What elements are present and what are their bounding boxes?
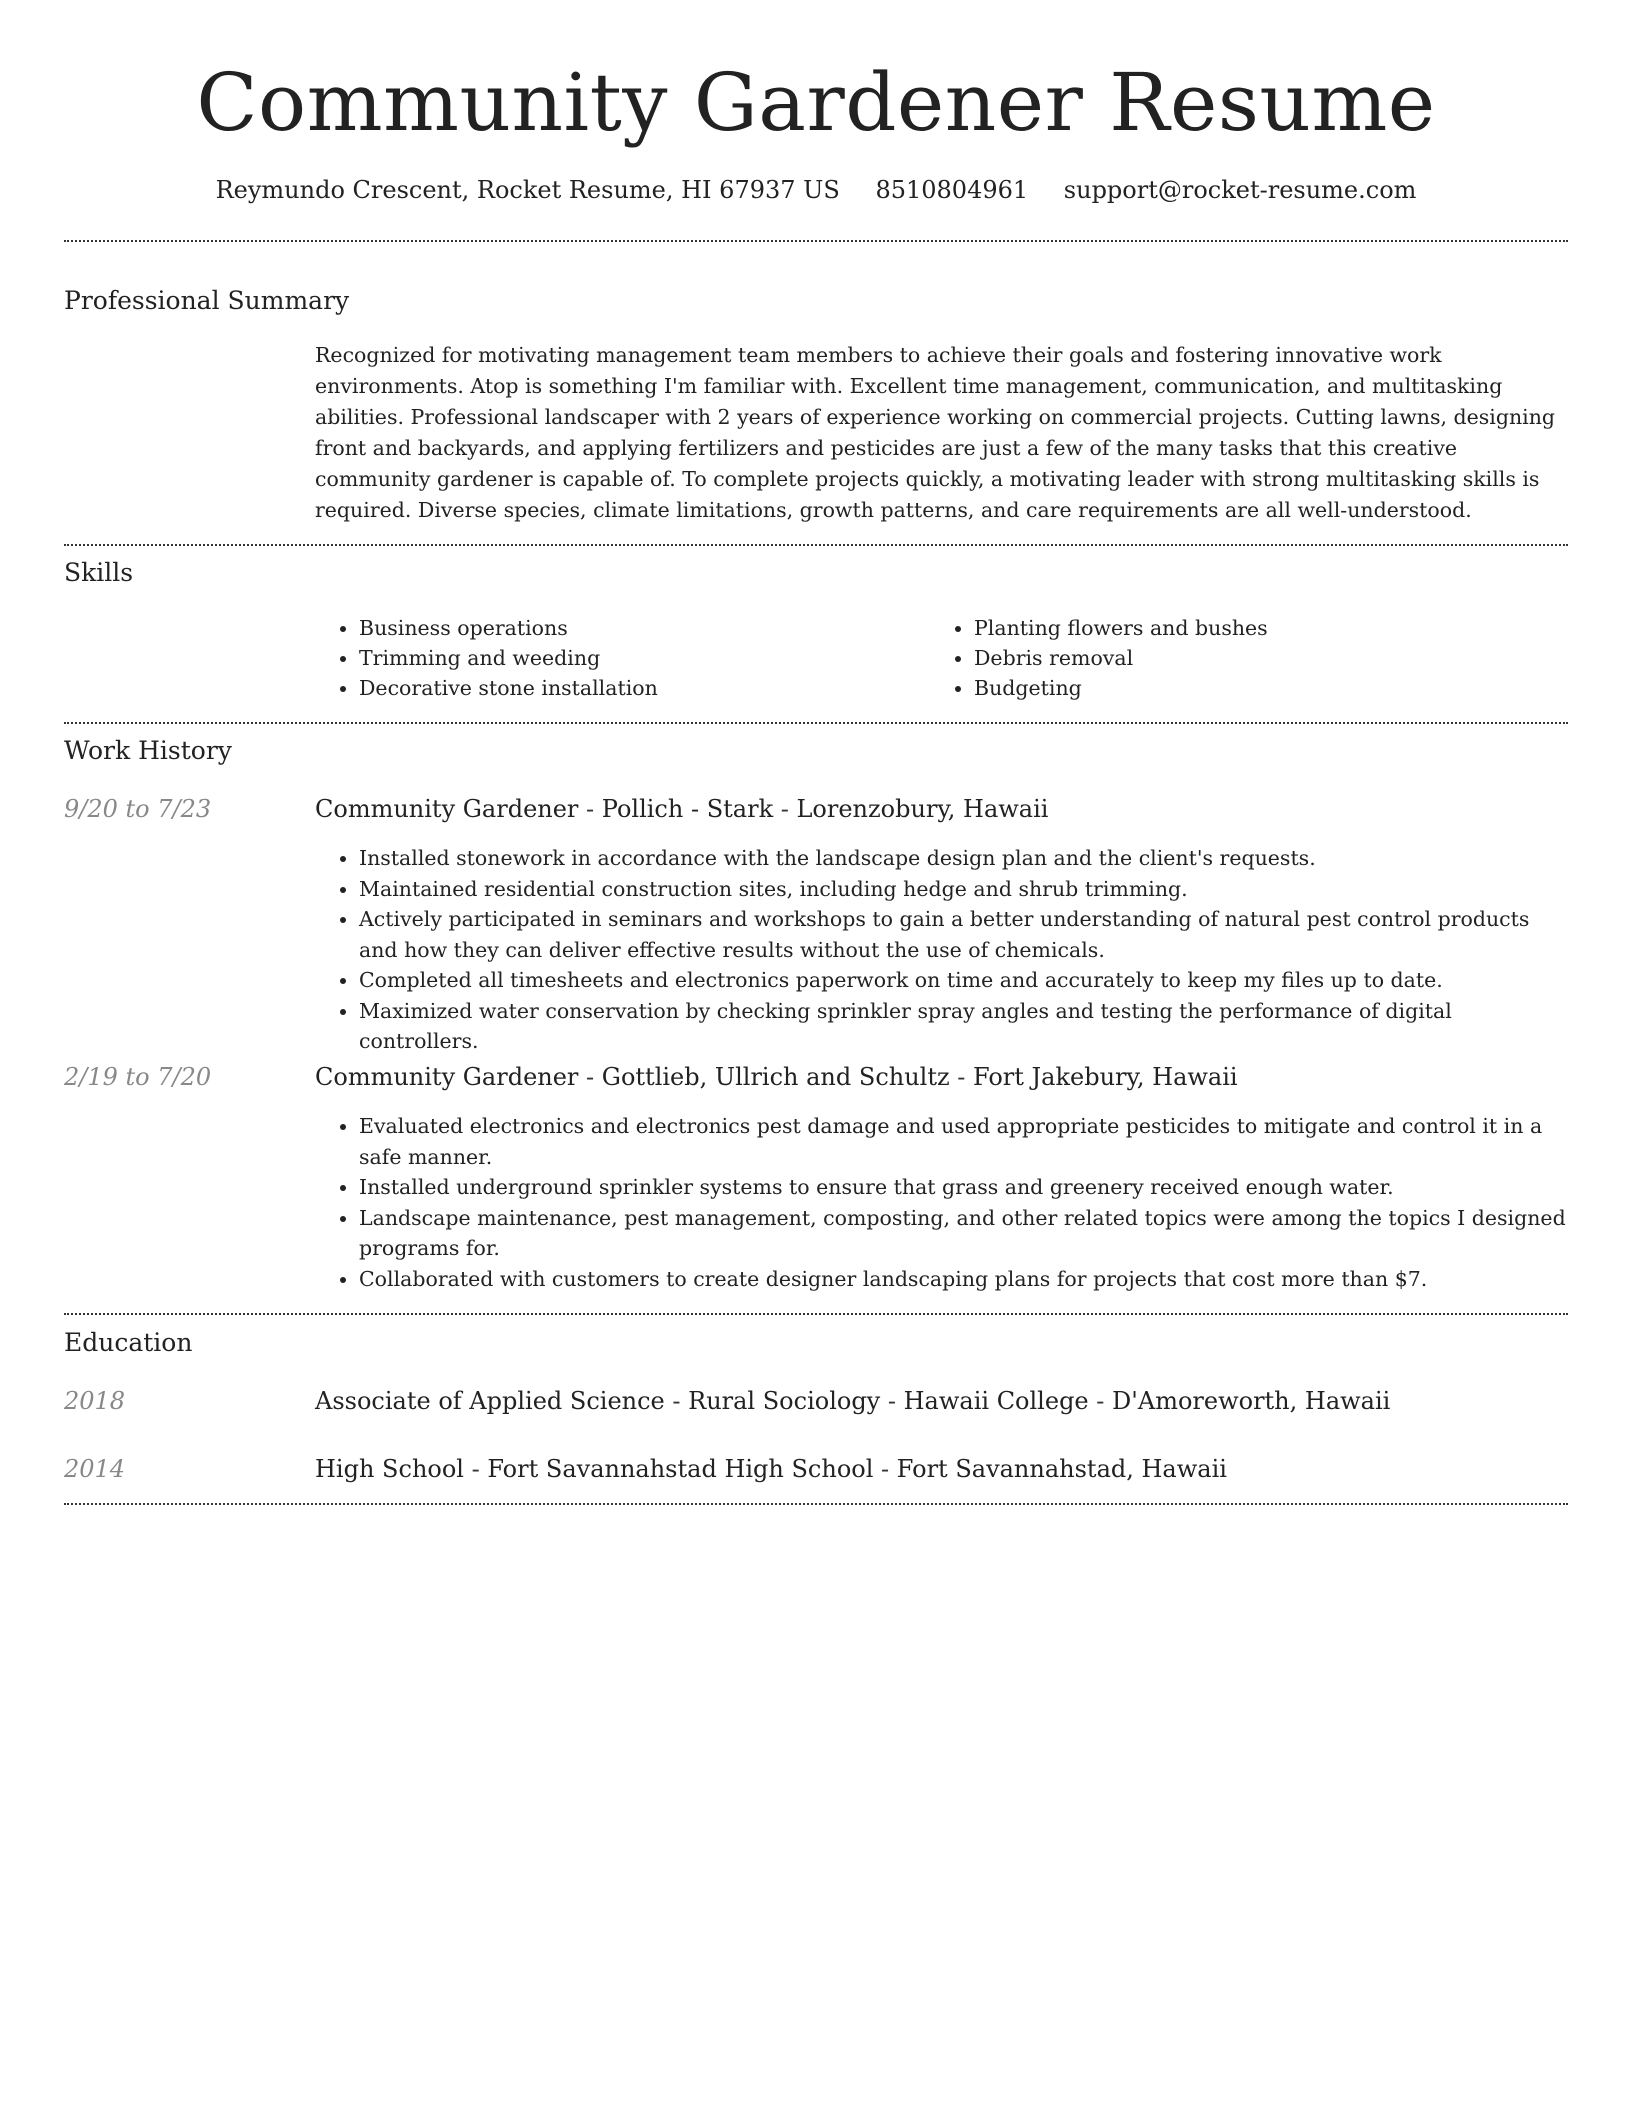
section-divider xyxy=(64,1503,1568,1505)
job-heading: Community Gardener - Gottlieb, Ullrich and Schultz - Fort Jakebury, Hawaii xyxy=(315,1063,1238,1091)
education-entry: Associate of Applied Science - Rural Sociology - Hawaii College - D'Amoreworth, Hawaii xyxy=(315,1387,1391,1415)
skill-item: • Trimming and weeding xyxy=(359,643,658,673)
job-location: Fort Jakebury, Hawaii xyxy=(973,1063,1238,1091)
section-divider xyxy=(64,1313,1568,1315)
job-heading: Community Gardener - Pollich - Stark - Lorenzobury, Hawaii xyxy=(315,795,1049,823)
job-bullet: • Installed underground sprinkler systems to ensure that grass and greenery received enough water. xyxy=(359,1172,1568,1203)
job-bullets xyxy=(315,1111,1568,1294)
skill-item: • Budgeting xyxy=(974,673,1268,703)
education-field: Rural Sociology xyxy=(688,1387,881,1415)
education-year: 2014 xyxy=(64,1455,126,1483)
section-divider xyxy=(64,240,1568,242)
job-bullet: • Maintained residential construction sites, including hedge and shrub trimming. xyxy=(359,874,1568,905)
section-heading-skills: Skills xyxy=(64,558,134,587)
skill-item: • Decorative stone installation xyxy=(359,673,658,703)
contact-line xyxy=(64,170,1568,210)
skill-item: • Business operations xyxy=(359,613,658,643)
job-company: Pollich - Stark xyxy=(601,795,774,823)
contact-address: Reymundo Crescent, Rocket Resume, HI 67937 US xyxy=(215,176,840,204)
section-divider xyxy=(64,722,1568,724)
section-heading-work: Work History xyxy=(64,736,232,765)
education-location: Fort Savannahstad, Hawaii xyxy=(896,1455,1227,1483)
job-dates: 9/20 to 7/23 xyxy=(64,795,212,823)
job-bullet: • Completed all timesheets and electronics paperwork on time and accurately to keep my files up to date. xyxy=(359,965,1568,996)
education-school: Hawaii College xyxy=(903,1387,1089,1415)
summary-text: Recognized for motivating management team members to achieve their goals and fostering innovative work environments. Atop is something I'm familiar with. Excellent time management, communication, and multitasking abilities. Professional landscaper with 2 years of experience working on commercial projects. Cutting lawns, designing front and backyards, and applying fertilizers and pesticides are just a few of the many tasks that this creative community gardener is capable of. To complete projects quickly, a motivating leader with strong multitasking skills is required. Diverse species, climate limitations, growth patterns, and care requirements are all well-understood. xyxy=(315,343,1556,522)
job-bullet: • Actively participated in seminars and workshops to gain a better understanding of natural pest control products and how they can deliver effective results without the use of chemicals. xyxy=(359,904,1568,965)
education-degree: High School xyxy=(315,1455,464,1483)
skill-item: • Debris removal xyxy=(974,643,1268,673)
education-school: Fort Savannahstad High School xyxy=(487,1455,874,1483)
page-title: Community Gardener Resume xyxy=(196,56,1436,149)
skills-column-right xyxy=(930,613,1268,703)
education-degree: Associate of Applied Science xyxy=(315,1387,665,1415)
section-heading-education: Education xyxy=(64,1328,193,1357)
job-title: Community Gardener xyxy=(315,795,579,823)
section-divider xyxy=(64,544,1568,546)
job-dates: 2/19 to 7/20 xyxy=(64,1063,212,1091)
education-location: D'Amoreworth, Hawaii xyxy=(1112,1387,1391,1415)
job-bullet: • Maximized water conservation by checking sprinkler spray angles and testing the performance of digital controllers. xyxy=(359,996,1568,1057)
education-year: 2018 xyxy=(64,1387,126,1415)
contact-email: support@rocket-resume.com xyxy=(1063,176,1417,204)
contact-phone: 8510804961 xyxy=(875,176,1029,204)
job-company: Gottlieb, Ullrich and Schultz xyxy=(601,1063,950,1091)
education-entry: High School - Fort Savannahstad High School - Fort Savannahstad, Hawaii xyxy=(315,1455,1227,1483)
job-bullet: • Evaluated electronics and electronics pest damage and used appropriate pesticides to mitigate and control it in a safe manner. xyxy=(359,1111,1568,1172)
job-bullet: • Installed stonework in accordance with the landscape design plan and the client's requests. xyxy=(359,843,1568,874)
job-bullet: • Collaborated with customers to create designer landscaping plans for projects that cost more than $7. xyxy=(359,1264,1568,1295)
skill-item: • Planting flowers and bushes xyxy=(974,613,1268,643)
job-bullet: • Landscape maintenance, pest management, composting, and other related topics were among the topics I designed programs for. xyxy=(359,1203,1568,1264)
job-location: Lorenzobury, Hawaii xyxy=(796,795,1049,823)
job-bullets xyxy=(315,843,1568,1057)
skills-column-left xyxy=(315,613,658,703)
job-title: Community Gardener xyxy=(315,1063,579,1091)
section-heading-summary: Professional Summary xyxy=(64,286,350,315)
